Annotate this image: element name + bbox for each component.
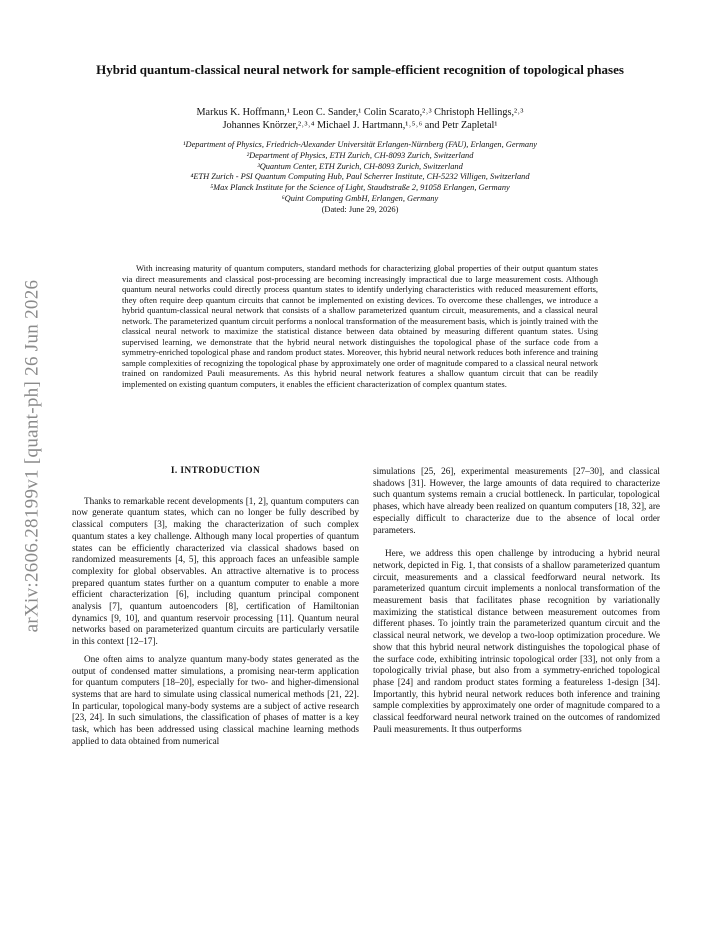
affiliation-4: ⁴ETH Zurich - PSI Quantum Computing Hub, Paul Scherrer Institute, CH-5232 Villigen, Switzerland [190, 172, 530, 182]
body-paragraph: Here, we address this open challenge by introducing a hybrid neural network, depicted in Fig. 1, that consists of a shallow parameterized quantum circuit, measurements and a classical feedforward neural network. Its parameterized quantum circuit implements a nonlocal transformation of the measurement basis that facilitates phase recognition by variationally maximizing the statistical distance between measurement outcomes from different phases. To jointly train the parameterized quantum circuit and the classical neural network, we develop a two-loop optimization procedure. We show that this hybrid neural network distinguishes the topological phase of the surface code, exhibiting intrinsic topological order [33], not only from a topologically trivial phase, but also from a symmetry-enriched topological phase [24] and random product states forming a featureless 1-design [34]. Importantly, this hybrid neural network reduces both inference and training sample complexities by approximately one order of magnitude compared to a classical feedforward neural network trained on the outcomes of randomized Pauli measurements. It thus outperforms [373, 548, 660, 734]
body-paragraph: Thanks to remarkable recent developments [1, 2], quantum computers can now generate quantum states, which can no longer be fully described by classical computers [3], making the characterization of such complex quantum states a key challenge. Although many local properties of quantum states can be efficiently characterized via classical shadows based on randomized measurements [4, 5], this approach faces an unfeasible sample complexity for global observables. An attractive alternative is to process prepared quantum states further on a quantum computer to enable a more efficient characterization [6], including quantum principal component analysis [7], quantum autoencoders [8], certification of Hamiltonian dynamics [9, 10], and quantum reservoir processing [11]. Quantum neural networks based on parameterized quantum circuits are particularly versatile in this context [12–17]. [72, 495, 359, 647]
authors-line-2: Johannes Knörzer,²˒³˒⁴ Michael J. Hartmann,¹˒⁵˒⁶ and Petr Zapletal¹ [222, 120, 498, 131]
arxiv-sidebar-stamp [14, 246, 50, 666]
affiliation-list [80, 140, 640, 216]
affiliation-2: ²Department of Physics, ETH Zurich, CH-8093 Zurich, Switzerland [246, 150, 474, 160]
section-heading-introduction: I. INTRODUCTION [170, 466, 261, 476]
affiliation-3: ³Quantum Center, ETH Zurich, CH-8093 Zurich, Switzerland [257, 161, 463, 171]
authors-line-1: Markus K. Hoffmann,¹ Leon C. Sander,¹ Colin Scarato,²˒³ Christoph Hellings,²˒³ [196, 107, 524, 118]
paper-title: Hybrid quantum-classical neural network for sample-efficient recognition of topological phases [96, 62, 624, 77]
arxiv-identifier: arXiv:2606.28199v1 [quant-ph] 26 Jun 2026 [21, 279, 42, 633]
left-column [72, 466, 359, 753]
body-paragraph: simulations [25, 26], experimental measurements [27–30], and classical shadows [31]. However, the large amounts of data required to characterize such quantum systems remain a crucial bottleneck. In particular, topological phases, which have already been realized on quantum computers [18, 32], are especially difficult to characterize due to the absence of local order parameters. [373, 466, 660, 535]
affiliation-1: ¹Department of Physics, Friedrich-Alexander Universität Erlangen-Nürnberg (FAU), Erlangen, Germany [183, 140, 537, 149]
right-column [373, 466, 660, 741]
abstract: With increasing maturity of quantum computers, standard methods for characterizing global properties of their output quantum states via direct measurements and classical post-processing are becoming increasingly impractical due to large measurement costs. Although quantum neural networks could directly process quantum states to identify underlying characteristics with reduced measurement efforts, they often require deep quantum circuits that cannot be implemented on existing devices. To overcome these challenges, we introduce a hybrid quantum-classical neural network that consists of a shallow parameterized quantum circuit, measurements, and a classical neural network. The parameterized quantum circuit performs a nonlocal transformation of the measurement basis, which is jointly trained with the classical neural network to maximize the statistical distance between data obtained by measuring different quantum states. Using supervised learning, we demonstrate that the hybrid neural network distinguishes the topological phase of the surface code from a symmetry-enriched topological phase and random product states. Moreover, this hybrid neural network reduces both inference and training sample complexities of recognizing the topological phase by approximately one order of magnitude compared to a classical neural network trained on randomized Pauli measurements. As this hybrid neural network features a shallow quantum circuit that can be readily implemented on existing quantum computers, it enables the efficient characterization of complex quantum states. [122, 263, 598, 389]
author-list [110, 106, 610, 132]
affiliation-6: ⁶Quint Computing GmbH, Erlangen, Germany [281, 193, 439, 203]
affiliation-5: ⁵Max Planck Institute for the Science of Light, Staudtstraße 2, 91058 Erlangen, Germany [210, 183, 510, 193]
body-paragraph: One often aims to analyze quantum many-body states generated as the output of condensed matter simulations, a promising near-term application for quantum computers [18–20], especially for two- and higher-dimensional systems that are hard to simulate using classical numerical methods [21, 22]. In particular, topological many-body systems are a subject of active research [23, 24]. In such simulations, the classification of phases of matter is a key task, which has been addressed using classical machine learning methods applied to data obtained from numerical [72, 653, 359, 746]
date-line: (Dated: June 29, 2026) [321, 204, 399, 214]
